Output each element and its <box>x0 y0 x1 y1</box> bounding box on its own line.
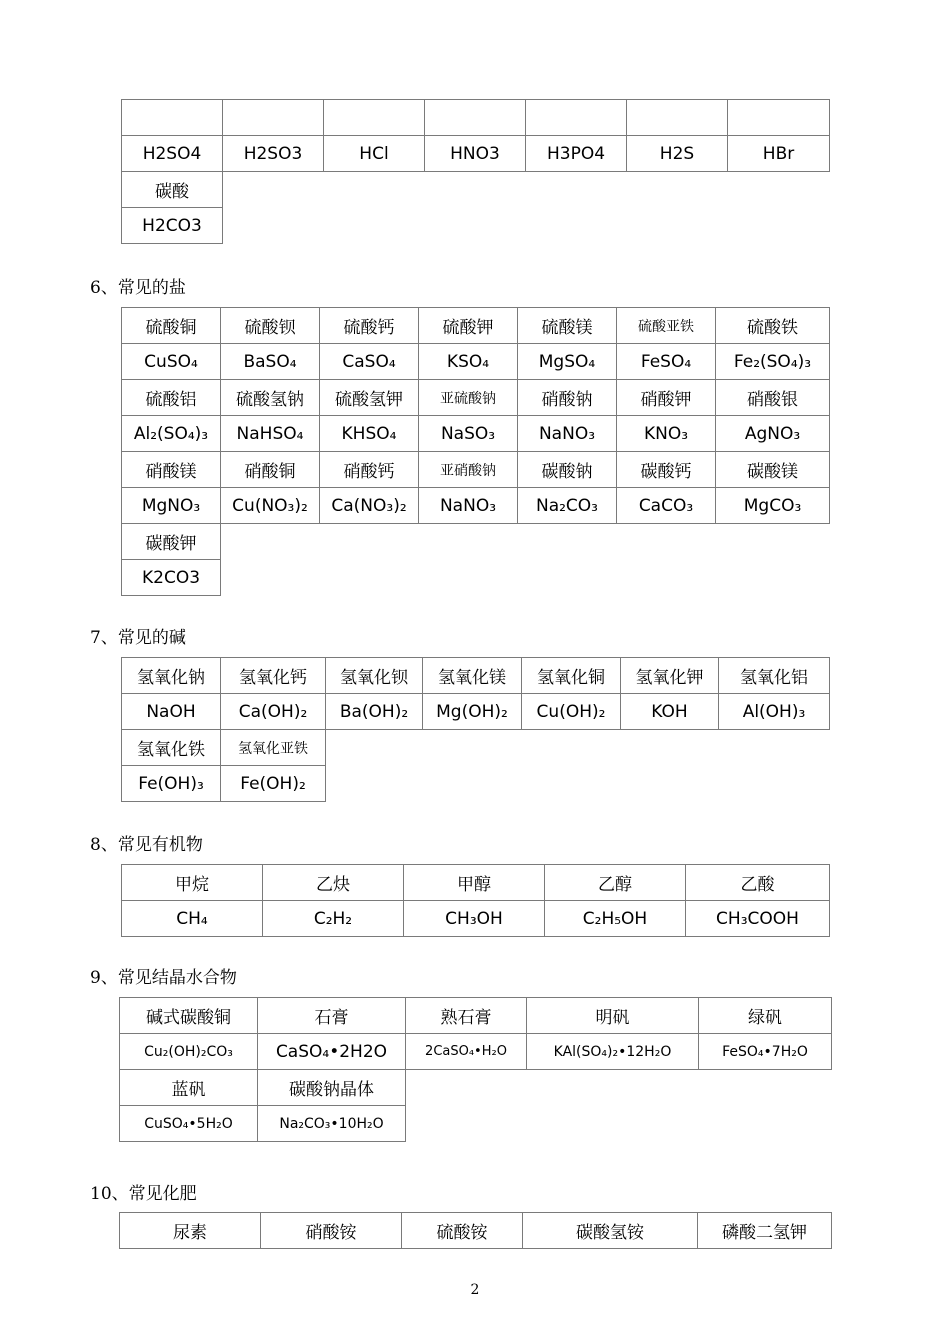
table-cell: 碳酸镁 <box>716 452 830 488</box>
table-cell: 硫酸钾 <box>419 308 518 344</box>
table-cell: 硫酸铁 <box>716 308 830 344</box>
section-heading: 7、常见的碱 <box>90 628 186 648</box>
table-cell: NaNO₃ <box>518 416 617 452</box>
table-cell: H2SO3 <box>223 136 324 172</box>
table-cell <box>122 100 223 136</box>
table-cell: NaSO₃ <box>419 416 518 452</box>
organics-table <box>121 864 830 937</box>
table-cell: AgNO₃ <box>716 416 830 452</box>
table-cell: Cu(OH)₂ <box>522 694 621 730</box>
table-cell: MgCO₃ <box>716 488 830 524</box>
table-cell: 亚硫酸钠 <box>419 380 518 416</box>
table-cell: 硫酸亚铁 <box>617 308 716 344</box>
table-cell: CH₃OH <box>404 901 545 937</box>
table-cell: 硫酸钙 <box>320 308 419 344</box>
table-cell: 硝酸钙 <box>320 452 419 488</box>
acids-table <box>121 99 830 244</box>
table-cell: 硝酸钾 <box>617 380 716 416</box>
table-cell: MgSO₄ <box>518 344 617 380</box>
table-cell: 硫酸氢钾 <box>320 380 419 416</box>
table-cell: 熟石膏 <box>406 998 527 1034</box>
table-cell: FeSO₄•7H₂O <box>699 1034 832 1070</box>
table-cell <box>526 100 627 136</box>
table-cell: 硫酸铝 <box>122 380 221 416</box>
section-heading: 6、常见的盐 <box>90 278 186 298</box>
table-cell: KNO₃ <box>617 416 716 452</box>
table-cell: 碳酸钠晶体 <box>258 1070 406 1106</box>
table-cell: 硫酸铵 <box>402 1213 523 1249</box>
table-cell: 乙炔 <box>263 865 404 901</box>
table-cell: 硝酸铵 <box>261 1213 402 1249</box>
table-cell: C₂H₅OH <box>545 901 686 937</box>
table-cell: 碱式碳酸铜 <box>120 998 258 1034</box>
table-cell: 硫酸镁 <box>518 308 617 344</box>
table-cell: 甲醇 <box>404 865 545 901</box>
table-cell: C₂H₂ <box>263 901 404 937</box>
section-heading: 8、常见有机物 <box>90 835 203 855</box>
table-cell: Al(OH)₃ <box>719 694 830 730</box>
table-cell: H3PO4 <box>526 136 627 172</box>
table-cell: FeSO₄ <box>617 344 716 380</box>
table-cell: 氢氧化钠 <box>122 658 221 694</box>
table-cell: Ca(NO₃)₂ <box>320 488 419 524</box>
table-cell: Na₂CO₃•10H₂O <box>258 1106 406 1142</box>
table-cell: 尿素 <box>120 1213 261 1249</box>
table-cell: 硫酸氢钠 <box>221 380 320 416</box>
table-cell: H2CO3 <box>122 208 223 244</box>
table-cell: Fe₂(SO₄)₃ <box>716 344 830 380</box>
table-cell: 氢氧化铝 <box>719 658 830 694</box>
table-cell: 硫酸钡 <box>221 308 320 344</box>
table-cell: 氢氧化钡 <box>326 658 423 694</box>
salts-table <box>121 307 830 596</box>
table-cell: CH₄ <box>122 901 263 937</box>
table-cell: CH₃COOH <box>686 901 830 937</box>
table-cell <box>627 100 728 136</box>
table-cell: 硝酸银 <box>716 380 830 416</box>
table-cell: CuSO₄ <box>122 344 221 380</box>
table-cell: H2S <box>627 136 728 172</box>
table-cell: 硝酸镁 <box>122 452 221 488</box>
table-cell: CaSO₄•2H2O <box>258 1034 406 1070</box>
table-cell: 乙醇 <box>545 865 686 901</box>
table-cell: Na₂CO₃ <box>518 488 617 524</box>
table-cell: 氢氧化镁 <box>423 658 522 694</box>
table-cell: 蓝矾 <box>120 1070 258 1106</box>
table-cell: 碳酸 <box>122 172 223 208</box>
table-cell: 亚硝酸钠 <box>419 452 518 488</box>
table-cell: CaSO₄ <box>320 344 419 380</box>
table-cell: Ca(OH)₂ <box>221 694 326 730</box>
table-cell: 碳酸钙 <box>617 452 716 488</box>
table-cell: 氢氧化铜 <box>522 658 621 694</box>
table-cell: H2SO4 <box>122 136 223 172</box>
table-cell: 氢氧化钙 <box>221 658 326 694</box>
table-cell <box>324 100 425 136</box>
table-cell: 碳酸钾 <box>122 524 221 560</box>
table-cell: 氢氧化亚铁 <box>221 730 326 766</box>
table-cell <box>425 100 526 136</box>
table-cell: 明矾 <box>527 998 699 1034</box>
table-cell <box>728 100 830 136</box>
table-cell: 磷酸二氢钾 <box>698 1213 832 1249</box>
table-cell: 硝酸铜 <box>221 452 320 488</box>
table-cell: 硫酸铜 <box>122 308 221 344</box>
table-cell: HBr <box>728 136 830 172</box>
table-cell: 甲烷 <box>122 865 263 901</box>
table-cell: KOH <box>621 694 719 730</box>
table-cell: BaSO₄ <box>221 344 320 380</box>
table-cell: KHSO₄ <box>320 416 419 452</box>
table-cell: 碳酸钠 <box>518 452 617 488</box>
table-cell: 碳酸氢铵 <box>523 1213 698 1249</box>
table-cell: 绿矾 <box>699 998 832 1034</box>
table-cell: 氢氧化铁 <box>122 730 221 766</box>
table-cell: Cu₂(OH)₂CO₃ <box>120 1034 258 1070</box>
table-cell <box>223 100 324 136</box>
table-cell: NaNO₃ <box>419 488 518 524</box>
table-cell: Al₂(SO₄)₃ <box>122 416 221 452</box>
fertilizers-table <box>119 1212 832 1249</box>
table-cell: Fe(OH)₂ <box>221 766 326 802</box>
hydrates-table <box>119 997 832 1142</box>
table-cell: CuSO₄•5H₂O <box>120 1106 258 1142</box>
table-cell: KAl(SO₄)₂•12H₂O <box>527 1034 699 1070</box>
table-cell: Ba(OH)₂ <box>326 694 423 730</box>
table-cell: HNO3 <box>425 136 526 172</box>
table-cell: KSO₄ <box>419 344 518 380</box>
bases-table <box>121 657 830 802</box>
table-cell: 乙酸 <box>686 865 830 901</box>
page-number: 2 <box>470 1282 480 1298</box>
table-cell: MgNO₃ <box>122 488 221 524</box>
table-cell: 2CaSO₄•H₂O <box>406 1034 527 1070</box>
section-heading: 10、常见化肥 <box>90 1184 197 1204</box>
table-cell: Mg(OH)₂ <box>423 694 522 730</box>
table-cell: K2CO3 <box>122 560 221 596</box>
table-cell: Cu(NO₃)₂ <box>221 488 320 524</box>
table-cell: CaCO₃ <box>617 488 716 524</box>
table-cell: 石膏 <box>258 998 406 1034</box>
table-cell: HCl <box>324 136 425 172</box>
table-cell: 氢氧化钾 <box>621 658 719 694</box>
table-cell: 硝酸钠 <box>518 380 617 416</box>
table-cell: Fe(OH)₃ <box>122 766 221 802</box>
section-heading: 9、常见结晶水合物 <box>90 968 237 988</box>
table-cell: NaOH <box>122 694 221 730</box>
table-cell: NaHSO₄ <box>221 416 320 452</box>
